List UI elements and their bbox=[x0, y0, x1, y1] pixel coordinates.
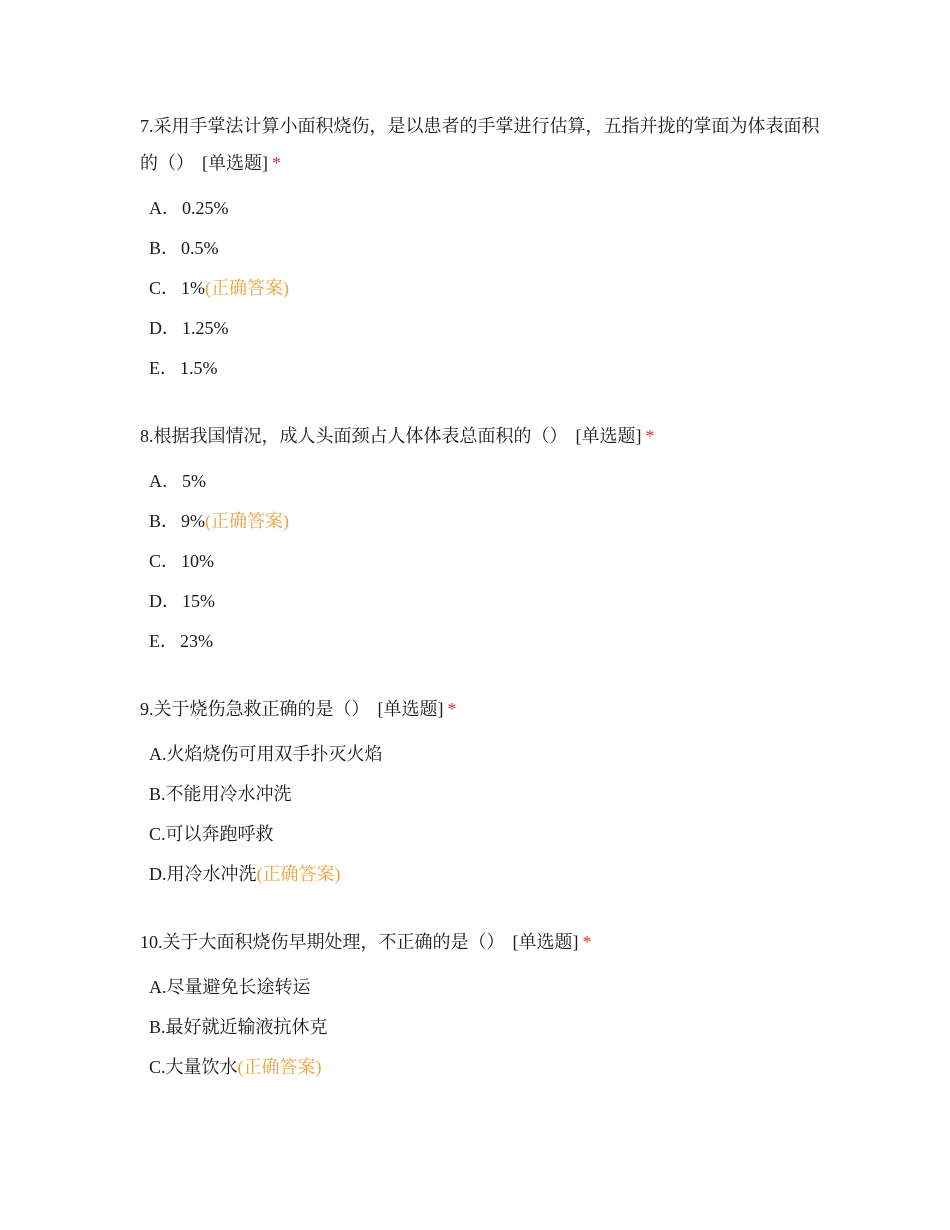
option-letter: A. bbox=[149, 977, 167, 997]
option-text: 23% bbox=[180, 631, 213, 651]
option-a bbox=[140, 461, 820, 501]
option-text: 5% bbox=[182, 471, 206, 491]
option-text: 15% bbox=[182, 591, 215, 611]
option-b bbox=[140, 228, 820, 268]
option-text: 1.25% bbox=[182, 318, 229, 338]
option-letter: C. bbox=[149, 824, 166, 844]
option-letter: E． bbox=[149, 631, 178, 651]
question-text: 9.关于烧伤急救正确的是（） bbox=[140, 699, 370, 719]
option-letter: A． bbox=[149, 198, 180, 218]
option-e bbox=[140, 348, 820, 388]
option-letter: D． bbox=[149, 591, 180, 611]
option-d bbox=[140, 308, 820, 348]
correct-answer-tag: (正确答案) bbox=[205, 278, 290, 298]
option-text: 最好就近输液抗休克 bbox=[165, 1017, 328, 1037]
required-marker: * bbox=[645, 426, 655, 446]
option-text: 不能用冷水冲洗 bbox=[165, 784, 292, 804]
option-text: 火焰烧伤可用双手扑灭火焰 bbox=[166, 744, 383, 764]
option-b bbox=[140, 501, 820, 541]
option-letter: D． bbox=[149, 318, 180, 338]
option-text: 9% bbox=[181, 511, 206, 531]
question-type: [单选题] bbox=[512, 932, 579, 952]
option-a bbox=[140, 188, 820, 228]
option-letter: C． bbox=[149, 278, 180, 298]
option-a bbox=[140, 734, 820, 774]
question-text: 8.根据我国情况，成人头面颈占人体体表总面积的（） bbox=[140, 426, 568, 446]
option-letter: C. bbox=[149, 1057, 166, 1077]
option-a bbox=[140, 967, 820, 1007]
option-c bbox=[140, 268, 820, 308]
question-text: 7.采用手掌法计算小面积烧伤，是以患者的手掌进行估算，五指并拢的掌面为体表面积的（） bbox=[140, 116, 820, 173]
question-title bbox=[140, 108, 820, 182]
option-text: 0.25% bbox=[182, 198, 229, 218]
option-c bbox=[140, 541, 820, 581]
question-title bbox=[140, 691, 820, 728]
question-text: 10.关于大面积烧伤早期处理，不正确的是（） bbox=[140, 932, 505, 952]
question-title bbox=[140, 924, 820, 961]
option-b bbox=[140, 774, 820, 814]
survey-document bbox=[140, 108, 820, 1117]
option-letter: A. bbox=[149, 744, 167, 764]
option-text: 1% bbox=[181, 278, 206, 298]
question-type: [单选题] bbox=[377, 699, 444, 719]
option-letter: D. bbox=[149, 864, 167, 884]
required-marker: * bbox=[272, 153, 281, 173]
option-letter: E． bbox=[149, 358, 178, 378]
option-text: 可以奔跑呼救 bbox=[165, 824, 274, 844]
option-letter: B． bbox=[149, 511, 180, 531]
option-text: 0.5% bbox=[181, 238, 219, 258]
required-marker: * bbox=[582, 932, 592, 952]
question-8 bbox=[140, 418, 820, 661]
correct-answer-tag: (正确答案) bbox=[256, 864, 341, 884]
required-marker: * bbox=[447, 699, 457, 719]
question-title bbox=[140, 418, 820, 455]
option-d bbox=[140, 854, 820, 894]
option-letter: B. bbox=[149, 784, 166, 804]
option-text: 尽量避免长途转运 bbox=[166, 977, 311, 997]
option-letter: B. bbox=[149, 1017, 166, 1037]
question-type: [单选题] bbox=[575, 426, 642, 446]
question-10 bbox=[140, 924, 820, 1087]
correct-answer-tag: (正确答案) bbox=[237, 1057, 322, 1077]
option-e bbox=[140, 621, 820, 661]
option-text: 10% bbox=[181, 551, 215, 571]
option-text: 大量饮水 bbox=[165, 1057, 238, 1077]
option-letter: C． bbox=[149, 551, 180, 571]
question-9 bbox=[140, 691, 820, 894]
option-d bbox=[140, 581, 820, 621]
option-letter: A． bbox=[149, 471, 180, 491]
question-7 bbox=[140, 108, 820, 388]
option-text: 用冷水冲洗 bbox=[166, 864, 257, 884]
option-b bbox=[140, 1007, 820, 1047]
option-letter: B． bbox=[149, 238, 180, 258]
option-text: 1.5% bbox=[180, 358, 218, 378]
option-c bbox=[140, 814, 820, 854]
question-type: [单选题] bbox=[202, 153, 268, 173]
correct-answer-tag: (正确答案) bbox=[205, 511, 290, 531]
option-c bbox=[140, 1047, 820, 1087]
